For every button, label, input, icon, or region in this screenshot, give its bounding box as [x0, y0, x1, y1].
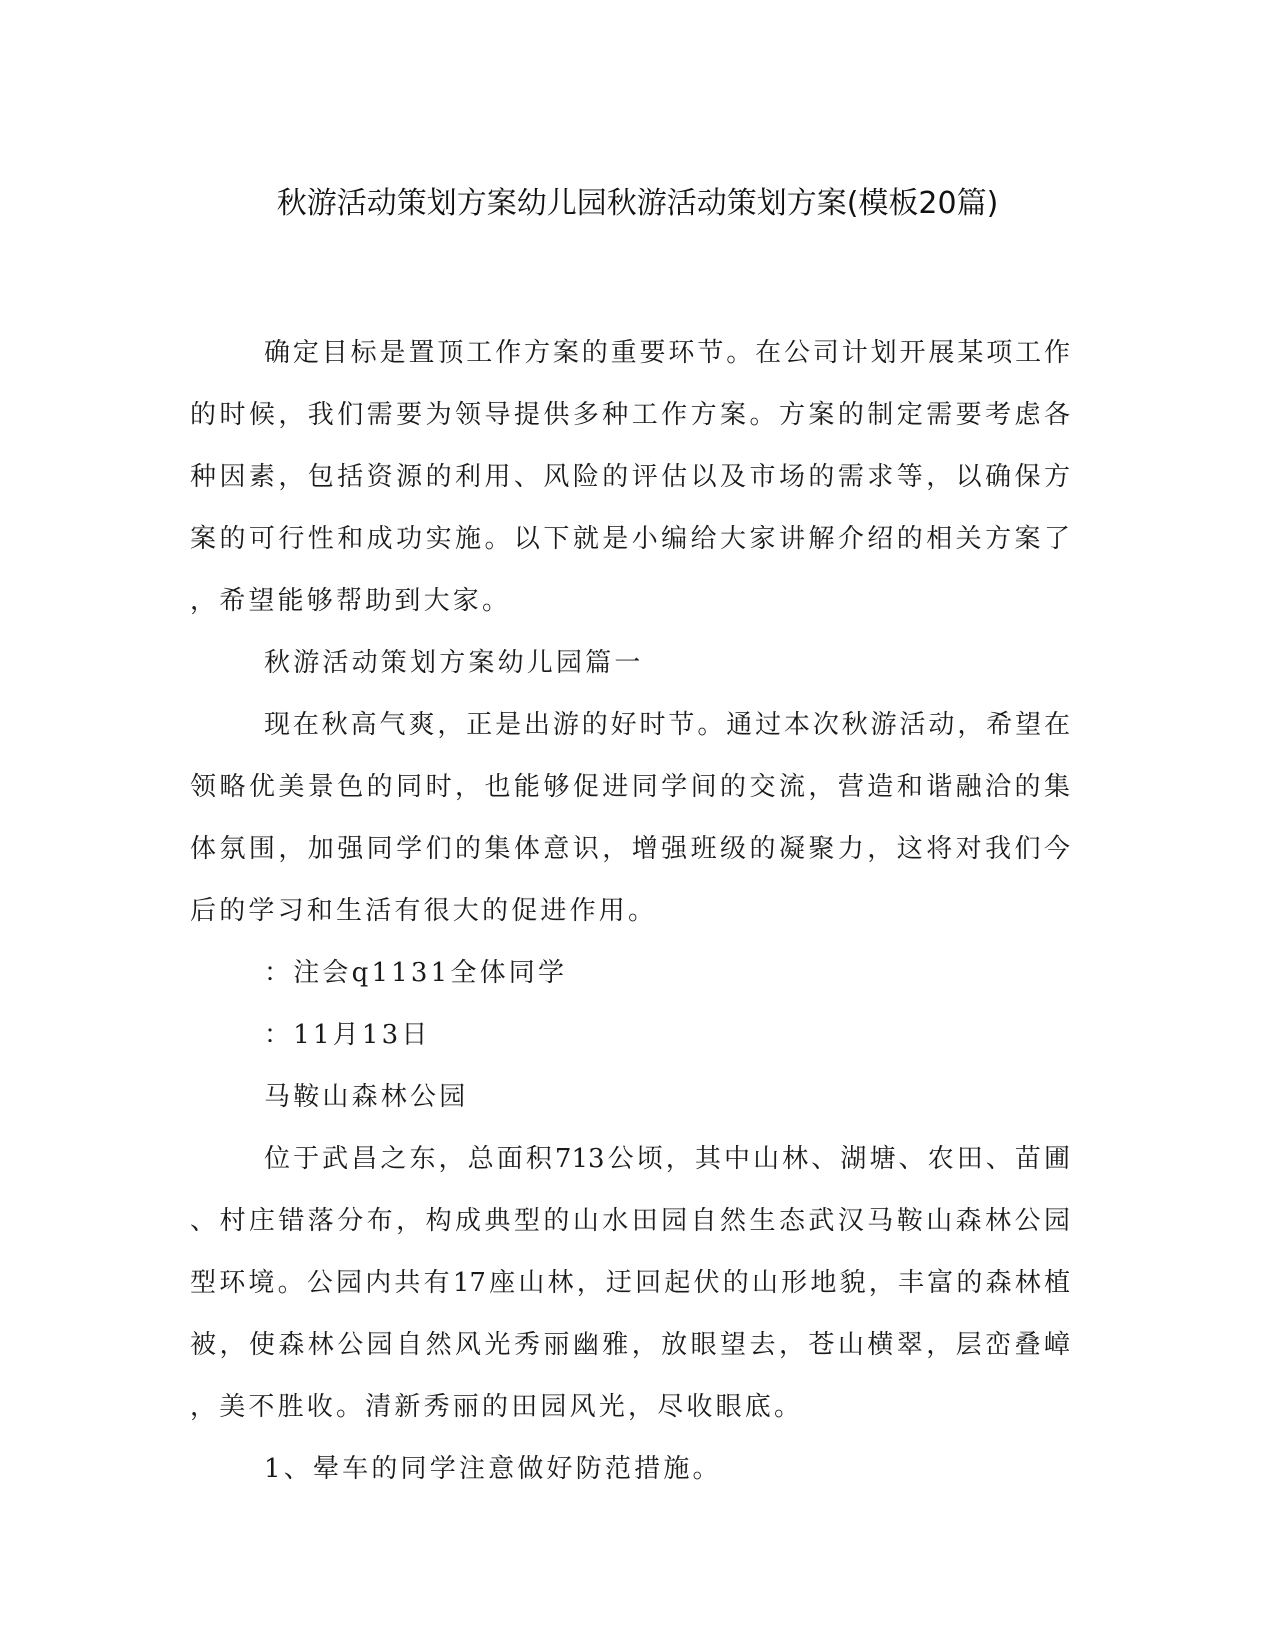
text-line: 体氛围，加强同学们的集体意识，增强班级的凝聚力，这将对我们今 [190, 834, 1070, 864]
text-line: ，美不胜收。清新秀丽的田园风光，尽收眼底。 [190, 1392, 804, 1422]
text-line: 被，使森林公园自然风光秀丽幽雅，放眼望去，苍山横翠，层峦叠嶂 [190, 1330, 1070, 1360]
text-line: 、村庄错落分布，构成典型的山水田园自然生态武汉马鞍山森林公园 [190, 1206, 1070, 1236]
text-line: 1、晕车的同学注意做好防范措施。 [264, 1454, 722, 1484]
text-line: 型环境。公园内共有17座山林，迂回起伏的山形地貌，丰富的森林植 [190, 1268, 1070, 1298]
text-line: 后的学习和生活有很大的促进作用。 [190, 896, 658, 926]
text-line: 现在秋高气爽，正是出游的好时节。通过本次秋游活动，希望在 [264, 710, 1070, 740]
text-line: 秋游活动策划方案幼儿园篇一 [264, 648, 644, 678]
text-line: 位于武昌之东，总面积713公顷，其中山林、湖塘、农田、苗圃 [264, 1144, 1070, 1174]
text-line: 种因素，包括资源的利用、风险的评估以及市场的需求等，以确保方 [190, 462, 1070, 492]
text-line: 领略优美景色的同时，也能够促进同学间的交流，营造和谐融洽的集 [190, 772, 1070, 802]
text-line: ：11月13日 [264, 1020, 431, 1050]
text-line: 马鞍山森林公园 [264, 1082, 469, 1112]
document-title: 秋游活动策划方案幼儿园秋游活动策划方案(模板20篇) [276, 186, 999, 221]
text-line: 案的可行性和成功实施。以下就是小编给大家讲解介绍的相关方案了 [190, 524, 1070, 554]
text-line: 确定目标是置顶工作方案的重要环节。在公司计划开展某项工作 [264, 338, 1070, 368]
text-line: 的时候，我们需要为领导提供多种工作方案。方案的制定需要考虑各 [190, 400, 1070, 430]
text-line: ，希望能够帮助到大家。 [190, 586, 512, 616]
text-line: ：注会q1131全体同学 [264, 958, 568, 988]
document-body [190, 322, 1070, 1500]
